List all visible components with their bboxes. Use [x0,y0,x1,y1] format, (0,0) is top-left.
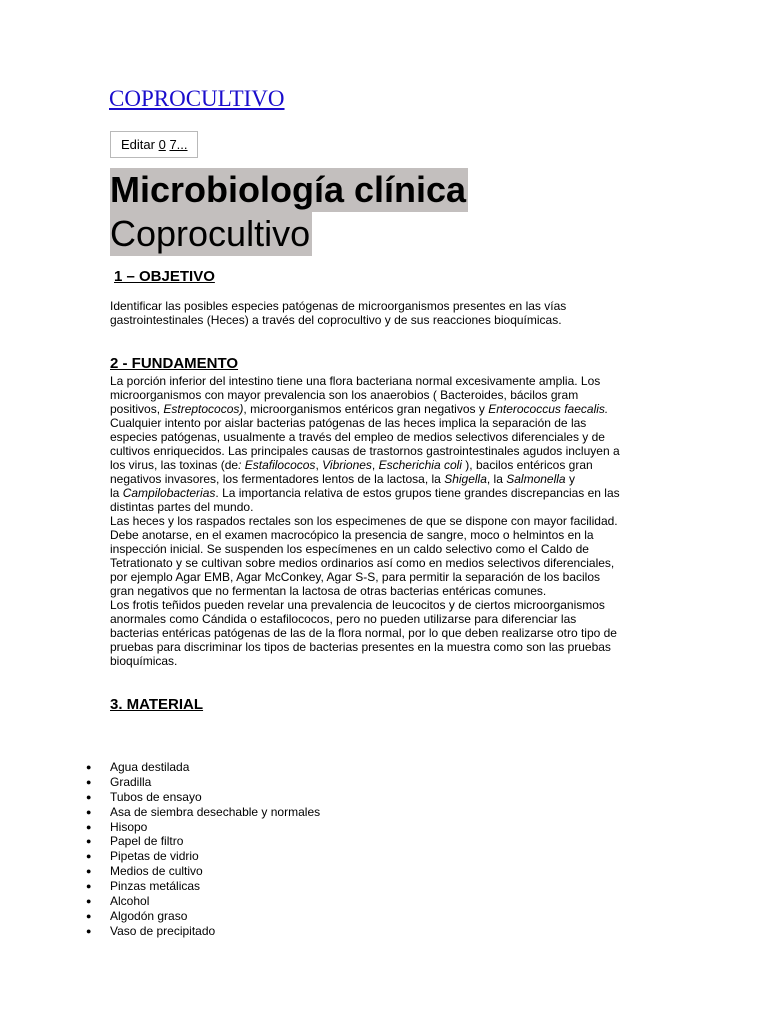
title-line-1: Microbiología clínica [110,169,467,210]
bullet-icon: ● [86,925,92,936]
italic-run: : Estafilococos [238,458,316,472]
text-line: Las heces y los raspados rectales son los especimenes de que se dispone con mayor facilidad. [110,514,618,528]
list-item-label: Pinzas metálicas [110,879,201,894]
text-line [110,402,660,416]
text-run: , microorganismos entéricos gran negativos y [243,402,489,416]
list-item [0,790,320,805]
list-item [0,775,320,790]
italic-run: Campilobacterias [122,486,216,500]
objetivo-paragraph [110,299,660,327]
bullet-icon: ● [86,851,92,862]
italic-run: Vibriones [322,458,372,472]
list-item [0,760,320,775]
edit-count-link[interactable]: 0 [158,137,166,152]
text-line: bacterias entéricas patógenas de las de la flora normal, por lo que deben realizarse otro tipo de [110,626,617,640]
text-run: , la [486,472,507,486]
text-run: los virus, las toxinas (de [110,458,239,472]
list-item-label: Vaso de precipitado [110,923,216,938]
list-item [0,849,320,864]
text-line [110,486,660,500]
text-line: distintas partes del mundo. [110,500,254,514]
text-run: positivos, [110,402,164,416]
italic-run: Shigella [444,472,487,486]
italic-run: Escherichia coli [378,458,462,472]
text-run: . La importancia relativa de estos grupos tiene grandes discrepancias en las [215,486,620,500]
title-line-2: Coprocultivo [110,213,311,254]
text-line: gastrointestinales (Heces) a través del coprocultivo y de sus reacciones bioquímicas. [110,313,562,327]
edit-label[interactable]: Editar [121,137,155,152]
list-item-label: Pipetas de vidrio [110,849,199,864]
list-item-label: Alcohol [110,894,150,909]
list-item-label: Agua destilada [110,760,190,774]
list-item [0,894,320,909]
list-item-label: Tubos de ensayo [110,789,202,804]
text-line: La porción inferior del intestino tiene una flora bacteriana normal excesivamente amplia. Los [110,374,601,388]
text-line: Cualquier intento por aislar bacterias patógenas de las heces implica la separación de las [110,416,587,430]
italic-run: Salmonella [506,472,566,486]
text-line: bioquímicas. [110,654,178,668]
list-item [0,924,320,939]
text-line: gran negativos que no fermentan la lactosa de otras bacterias entéricas comunes. [110,584,547,598]
bullet-icon: ● [86,866,92,877]
list-item [0,909,320,924]
list-item-label: Medios de cultivo [110,864,203,879]
list-item [0,879,320,894]
text-run: y [565,472,575,486]
objetivo-heading: 1 – OBJETIVO [114,268,215,285]
text-line: pruebas para discriminar los tipos de bacterias presentes en la muestra como son las pruebas [110,640,611,654]
text-run: negativos invasores, los fermentadores lentos de la lactosa, la [110,472,445,486]
text-line: microorganismos con mayor prevalencia son los anaerobios ( Bacteroides, bácilos gram [110,388,579,402]
list-item [0,805,320,820]
text-line: especies patógenas, usualmente a través del empleo de medios selectivos diferenciales y de [110,430,605,444]
text-run: , [371,458,379,472]
text-line: por ejemplo Agar EMB, Agar McConkey, Agar S-S, para permitir la separación de los bacilos [110,570,601,584]
bullet-icon: ● [86,791,92,802]
text-line: Identificar las posibles especies patógenas de microorganismos presentes en las vías [110,299,567,313]
material-list [0,760,320,939]
text-run: la [110,486,123,500]
list-item [0,820,320,835]
bullet-icon: ● [86,821,92,832]
bullet-icon: ● [86,910,92,921]
text-run: , [315,458,323,472]
list-item-label: Asa de siembra desechable y normales [110,804,321,819]
list-item [0,864,320,879]
bullet-icon: ● [86,776,92,787]
document-title [110,168,468,256]
text-line: Debe anotarse, en el examen macrocópico la presencia de sangre, moco o helmintos en la [110,528,594,542]
text-line: Tetrationato y se cultivan sobre medios ordinarios así como en medios selectivos diferenciales, [110,556,615,570]
bullet-icon: ● [86,762,92,772]
italic-run: Estreptococos) [163,402,244,416]
text-line: Los frotis teñidos pueden revelar una prevalencia de leucocitos y de ciertos microorganismos [110,598,605,612]
material-heading: 3. MATERIAL [110,696,204,713]
bullet-icon: ● [86,896,92,907]
text-line [110,458,660,472]
list-item-label: Gradilla [110,774,152,789]
bullet-icon: ● [86,836,92,847]
text-line [110,472,660,486]
list-item-label: Algodón graso [110,908,188,923]
italic-run: Enterococcus faecalis. [488,402,609,416]
bullet-icon: ● [86,806,92,817]
text-run: ), bacilos entéricos gran [461,458,593,472]
text-line: inspección inicial. Se suspenden los especímenes en un caldo selectivo como el Caldo de [110,542,589,556]
text-line: cultivos enriquecidos. Las principales causas de trastornos gastrointestinales agudos incluyen a [110,444,620,458]
list-item [0,834,320,849]
list-item-label: Papel de filtro [110,834,184,849]
text-line: anormales como Cándida o estafilococos, pero no pueden utilizarse para diferenciar las [110,612,577,626]
fundamento-paragraph [110,374,660,668]
edit-more-link[interactable]: 7... [169,137,188,152]
coprocultivo-link[interactable]: COPROCULTIVO [109,86,285,111]
list-item-label: Hisopo [110,819,148,834]
bullet-icon: ● [86,881,92,892]
edit-toolbar [110,131,198,158]
fundamento-heading: 2 - FUNDAMENTO [110,355,239,372]
